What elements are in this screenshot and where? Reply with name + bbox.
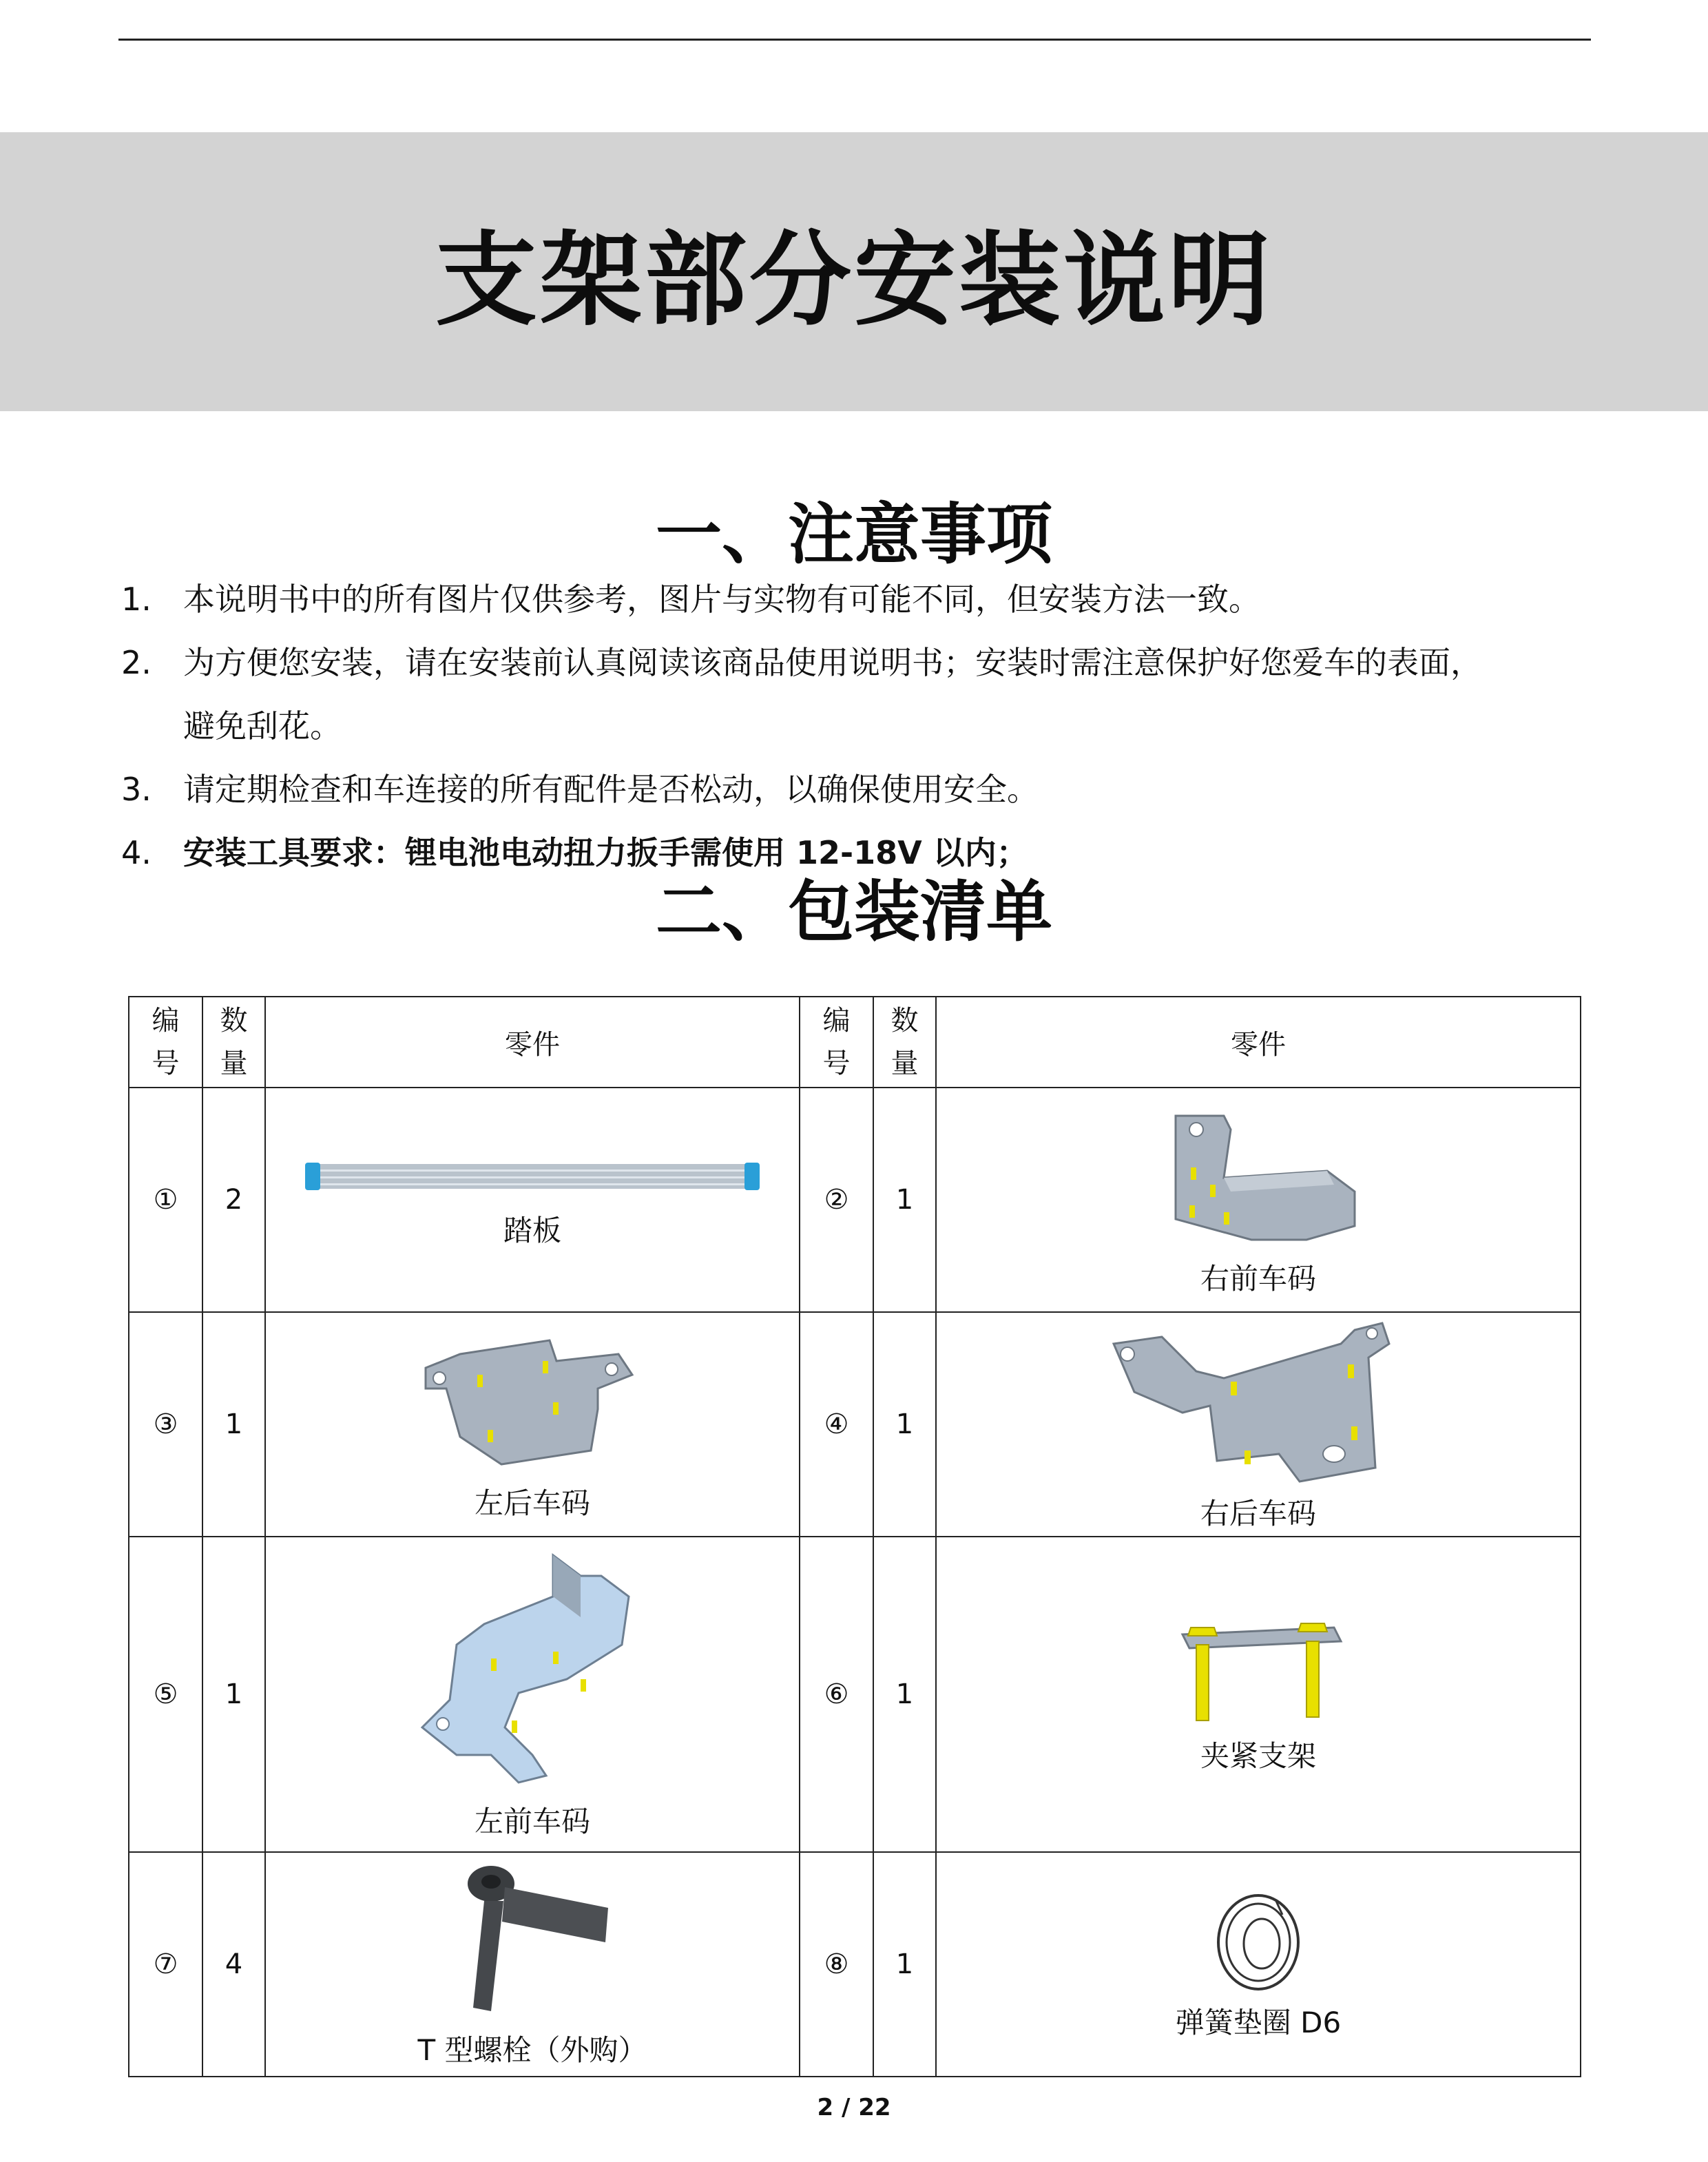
- part-cell: [265, 1088, 800, 1312]
- header-quantity: 数 量: [873, 997, 936, 1088]
- table-row: [129, 1852, 1581, 2077]
- part-quantity: 2: [202, 1088, 265, 1312]
- pedal-image: [298, 1150, 767, 1205]
- table-row: [129, 1088, 1581, 1312]
- note-number: 3.: [121, 771, 152, 808]
- part-number: ①: [129, 1088, 202, 1312]
- section-heading-packing-list: 二、包装清单: [656, 873, 1052, 950]
- part-quantity: 4: [202, 1852, 265, 2077]
- part-cell: [936, 1537, 1581, 1852]
- part-quantity: 1: [202, 1312, 265, 1537]
- part-quantity: 1: [873, 1088, 936, 1312]
- spring-washer-image: [1207, 1887, 1310, 1997]
- note-text: 避免刮花。: [183, 707, 342, 745]
- note-number: 1.: [121, 581, 152, 618]
- note-item: [121, 631, 1602, 694]
- note-item: [121, 758, 1602, 821]
- page-number: 2 / 22: [817, 2094, 891, 2121]
- part-name: 弹簧垫圈 D6: [1175, 2006, 1342, 2039]
- header-number: 编 号: [800, 997, 873, 1088]
- part-number: ②: [800, 1088, 873, 1312]
- note-item: [121, 694, 1602, 758]
- part-quantity: 1: [873, 1312, 936, 1537]
- part-name: 左后车码: [474, 1486, 590, 1520]
- part-cell: [936, 1088, 1581, 1312]
- part-quantity: 1: [202, 1537, 265, 1852]
- page-title: 支架部分安装说明: [435, 220, 1273, 340]
- part-quantity: 1: [873, 1537, 936, 1852]
- t-bolt-image: [443, 1860, 622, 2025]
- note-item: [121, 568, 1602, 631]
- note-number: 2.: [121, 644, 152, 681]
- section-heading-notes: 一、注意事项: [656, 496, 1052, 573]
- part-name: 右前车码: [1200, 1262, 1316, 1296]
- table-row: [129, 1537, 1581, 1852]
- part-cell: [265, 1312, 800, 1537]
- note-number: 4.: [121, 834, 152, 871]
- part-number: ⑥: [800, 1537, 873, 1852]
- title-band: [0, 132, 1708, 411]
- left-rear-bracket-image: [419, 1327, 646, 1478]
- part-name: 夹紧支架: [1200, 1739, 1316, 1773]
- part-name: T 型螺栓（外购）: [417, 2033, 647, 2067]
- header-number: 编 号: [129, 997, 202, 1088]
- table-header-row: [129, 997, 1581, 1088]
- note-number: [121, 694, 183, 758]
- note-text: 请定期检查和车连接的所有配件是否松动，以确保使用安全。: [183, 771, 1039, 808]
- packing-list-table: [128, 996, 1581, 2077]
- header-rule: [118, 39, 1591, 41]
- part-number: ⑤: [129, 1537, 202, 1852]
- header-part: 零件: [936, 997, 1581, 1088]
- part-cell: [936, 1852, 1581, 2077]
- right-front-bracket-image: [1148, 1102, 1368, 1254]
- note-text: 为方便您安装，请在安装前认真阅读该商品使用说明书；安装时需注意保护好您爱车的表面，: [183, 644, 1482, 681]
- part-number: ④: [800, 1312, 873, 1537]
- part-number: ⑧: [800, 1852, 873, 2077]
- part-name: 左前车码: [474, 1805, 590, 1838]
- clamp-bracket-image: [1169, 1614, 1348, 1731]
- note-text: 本说明书中的所有图片仅供参考，图片与实物有可能不同，但安装方法一致。: [183, 581, 1260, 618]
- note-text: 安装工具要求：锂电池电动扭力扳手需使用 12-18V 以内；: [183, 834, 1028, 871]
- part-cell: [936, 1312, 1581, 1537]
- part-name: 踏板: [503, 1214, 561, 1247]
- part-cell: [265, 1537, 800, 1852]
- right-rear-bracket-image: [1107, 1316, 1410, 1488]
- part-number: ⑦: [129, 1852, 202, 2077]
- notes-list: [121, 568, 1602, 884]
- table-row: [129, 1312, 1581, 1537]
- part-cell: [265, 1852, 800, 2077]
- part-quantity: 1: [873, 1852, 936, 2077]
- part-number: ③: [129, 1312, 202, 1537]
- part-name: 右后车码: [1200, 1497, 1316, 1530]
- header-quantity: 数 量: [202, 997, 265, 1088]
- header-part: 零件: [265, 997, 800, 1088]
- left-front-bracket-image: [415, 1548, 649, 1796]
